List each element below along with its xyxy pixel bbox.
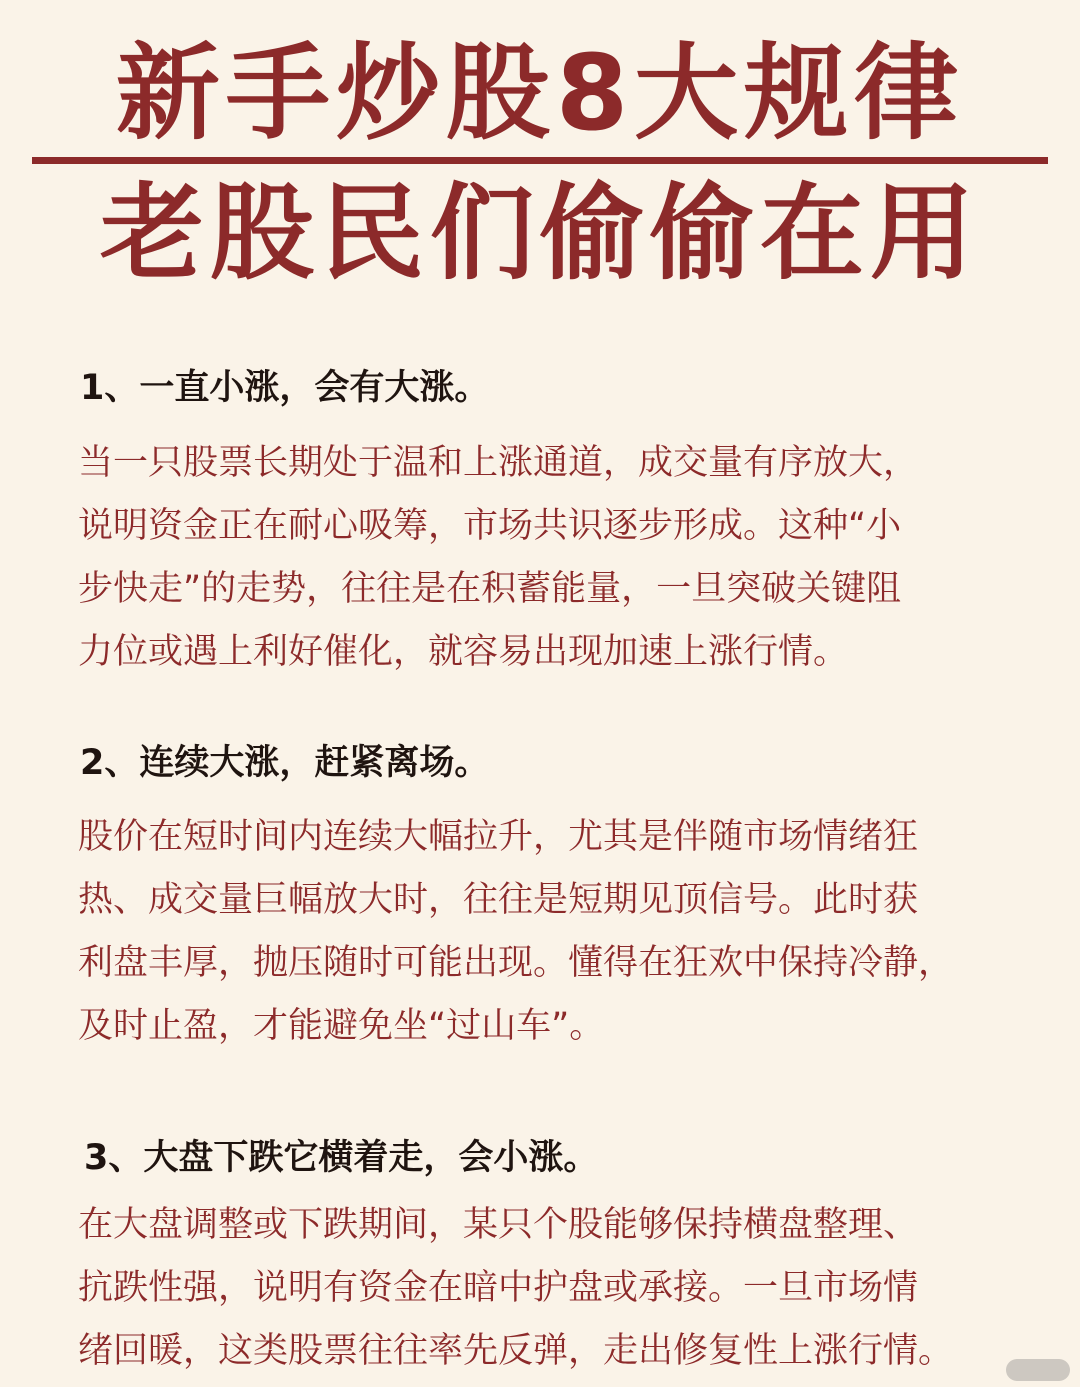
section-1-line: 当一只股票长期处于温和上涨通道，成交量有序放大，	[78, 443, 919, 483]
section-3-line: 在大盘调整或下跌期间，某只个股能够保持横盘整理、	[78, 1205, 919, 1245]
section-1-line: 说明资金正在耐心吸筹，市场共识逐步形成。这种“小	[78, 506, 902, 546]
section-3-paragraph	[78, 1194, 1068, 1383]
section-2-line: 热、成交量巨幅放大时，往往是短期见顶信号。此时获	[78, 880, 919, 920]
section-2-line: 及时止盈，才能避免坐“过山车”。	[78, 1006, 605, 1046]
section-3-heading: 3、大盘下跌它横着走，会小涨。	[84, 1138, 599, 1178]
section-2-line: 股价在短时间内连续大幅拉升，尤其是伴随市场情绪狂	[78, 817, 919, 857]
title-line-1: 新手炒股8大规律	[115, 32, 965, 154]
section-1-line: 力位或遇上利好催化，就容易出现加速上涨行情。	[78, 632, 849, 672]
section-2-line: 利盘丰厚，抛压随时可能出现。懂得在狂欢中保持冷静，	[78, 943, 954, 983]
section-2-heading: 2、连续大涨，赶紧离场。	[80, 743, 490, 783]
section-1-paragraph	[78, 432, 1068, 684]
watermark-badge	[1006, 1359, 1070, 1381]
section-3-line: 绪回暖，这类股票往往率先反弹，走出修复性上涨行情。	[78, 1331, 954, 1371]
section-3-line: 抗跌性强，说明有资金在暗中护盘或承接。一旦市场情	[78, 1268, 919, 1308]
section-1-heading: 1、一直小涨，会有大涨。	[80, 368, 490, 408]
title-divider	[32, 157, 1048, 164]
title-line-2: 老股民们偷偷在用	[99, 172, 980, 294]
section-2-paragraph	[78, 806, 1068, 1058]
section-1-line: 步快走”的走势，往往是在积蓄能量，一旦突破关键阻	[78, 569, 902, 609]
